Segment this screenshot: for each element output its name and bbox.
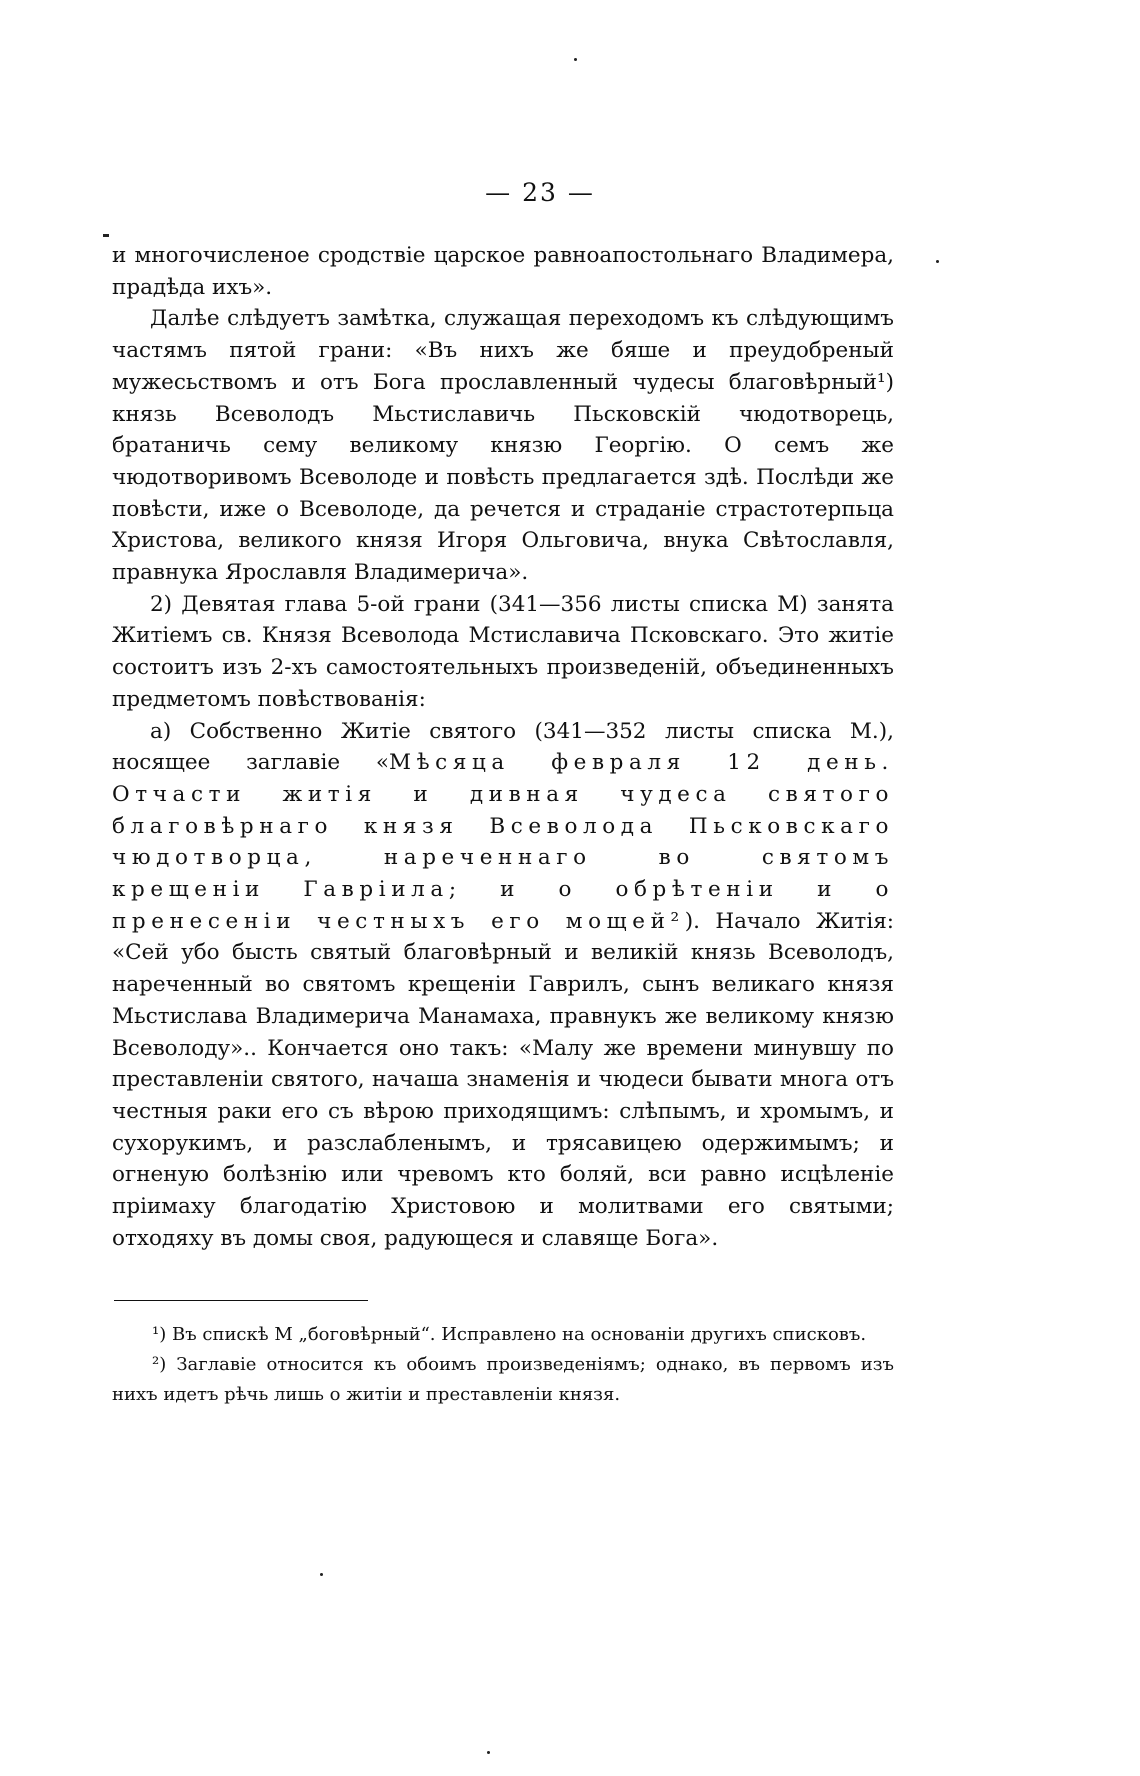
print-speck xyxy=(103,234,109,237)
footnote-1: ¹) Въ спискѣ М „боговѣрный“. Исправлено на основаніи другихъ списковъ. xyxy=(152,1324,867,1345)
footnote-2: ²) Заглавіе относится къ обоимъ произведеніямъ; однако, въ первомъ изъ нихъ идетъ рѣчь лишь о житіи и преставленіи князя. xyxy=(112,1354,894,1405)
paragraph-3: 2) Девятая глава 5-ой грани (341—356 листы списка М) занята Житіемъ св. Князя Всеволода Мстиславича Псковскаго. Это житіе состоитъ изъ 2-хъ самостоятельныхъ произведеній, объединенныхъ предметомъ повѣствованія: xyxy=(112,591,894,712)
page-number: — 23 — xyxy=(485,178,595,207)
spaced-title: Мѣсяца февраля 12 день. Отчасти житія и дивная чудеса святого благовѣрнаго князя Всеволода Пьсковскаго чюдотворца, нареченнаго во святомъ крещеніи Гавріила; и о обрѣтеніи и о пренесеніи честныхъ его мощей² xyxy=(112,750,894,934)
paragraph-4 xyxy=(112,716,894,1255)
paragraph-4-intro: а) Собственно Житіе святого (341—352 листы списка М.), носящее заглавіе « xyxy=(112,718,894,776)
print-speck xyxy=(936,260,939,263)
footnote-separator xyxy=(114,1300,368,1301)
footnotes xyxy=(112,1320,894,1410)
paragraph-4-rest: ). Начало Житія: «Сей убо бысть святый благовѣрный и великій князь Всеволодъ, нареченный во святомъ крещеніи Гаврилъ, сынъ великаго князя Мьстислава Владимерича Манамаха, правнукъ же великому князю Всеволоду».. Кончается оно такъ: «Малу же времени минувшу по преставленіи святого, начаша знаменія и чюдеси бывати многа отъ честныя раки его съ вѣрою приходящимъ: слѣпымъ, и хромымъ, и сухорукимъ, и разслабленымъ, и трясавицею одержимымъ; и огненую болѣзнію или чревомъ кто боляй, вси равно исцѣленіе пріимаху благодатію Христовою и молитвами его святыми; отходяху въ домы своя, радующеся и славяще Бога». xyxy=(112,908,895,1251)
paragraph-2: Далѣе слѣдуетъ замѣтка, служащая переходомъ къ слѣдующимъ частямъ пятой грани: «Въ нихъ же бяше и преудобреный мужесьствомъ и отъ Бога прославленный чудесы благовѣрный¹) князь Всеволодъ Мьстиславичь Пьсковскій чюдотворець, братаничь сему великому князю Георгію. О семъ же чюдотворивомъ Всеволоде и повѣсть предлагается здѣ. Послѣди же повѣсти, иже о Всеволоде, да речется и страданіе страстотерпьца Христова, великого князя Игоря Ольговича, внука Свѣтославля, правнука Ярославля Владимерича». xyxy=(112,306,894,586)
print-speck xyxy=(574,58,577,61)
print-speck xyxy=(320,1573,323,1576)
main-text xyxy=(112,240,894,1255)
paragraph-1: и многочисленое сродствіе царское равноапостольнаго Владимера, прадѣда ихъ». xyxy=(112,243,894,300)
print-speck xyxy=(487,1751,490,1754)
